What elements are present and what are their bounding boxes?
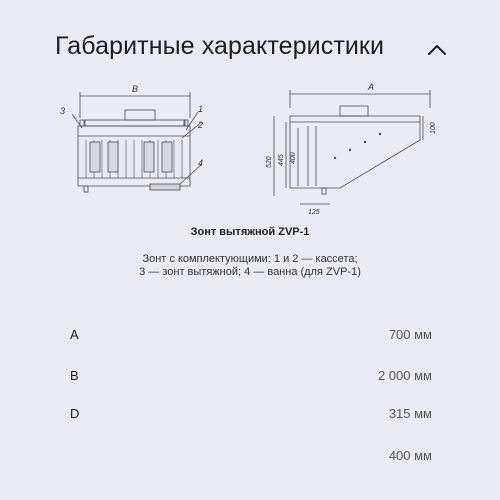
drawing-caption-desc [0, 253, 500, 279]
side-dim-a: A [368, 82, 375, 92]
section-title: Габаритные характеристики [55, 32, 385, 60]
chevron-up-icon [427, 44, 447, 56]
front-label-2: 2 [198, 120, 204, 130]
caption-line-2: 3 — зонт вытяжной; 4 — ванна (для ZVP-1) [139, 266, 361, 278]
spec-label: A [70, 327, 79, 342]
front-dim-b: B [132, 84, 139, 94]
side-view [274, 90, 430, 204]
spec-label: B [70, 368, 79, 383]
caption-line-1: Зонт с комплектующими: 1 и 2 — кассета; [142, 253, 358, 265]
spec-row-d [70, 406, 432, 426]
front-label-3: 3 [60, 106, 66, 116]
spec-value: 2 000 мм [377, 368, 432, 383]
spec-row-extra [70, 448, 432, 468]
spec-row-b [70, 368, 432, 388]
front-label-4: 4 [198, 158, 204, 168]
side-dim-400: 400 [290, 152, 297, 164]
front-view [72, 92, 202, 192]
side-dim-125: 125 [308, 209, 320, 216]
drawing-caption-title: Зонт вытяжной ZVP-1 [190, 226, 310, 238]
side-dim-445: 445 [278, 154, 285, 166]
technical-drawing [50, 78, 450, 218]
spec-row-a [70, 327, 432, 347]
collapse-button[interactable] [424, 38, 450, 62]
side-dim-100: 100 [430, 122, 437, 134]
spec-value: 400 мм [388, 448, 432, 463]
spec-value: 700 мм [388, 327, 432, 342]
spec-value: 315 мм [388, 406, 432, 421]
side-dim-520: 520 [266, 156, 273, 168]
spec-label: D [70, 406, 80, 421]
front-label-1: 1 [198, 104, 204, 114]
